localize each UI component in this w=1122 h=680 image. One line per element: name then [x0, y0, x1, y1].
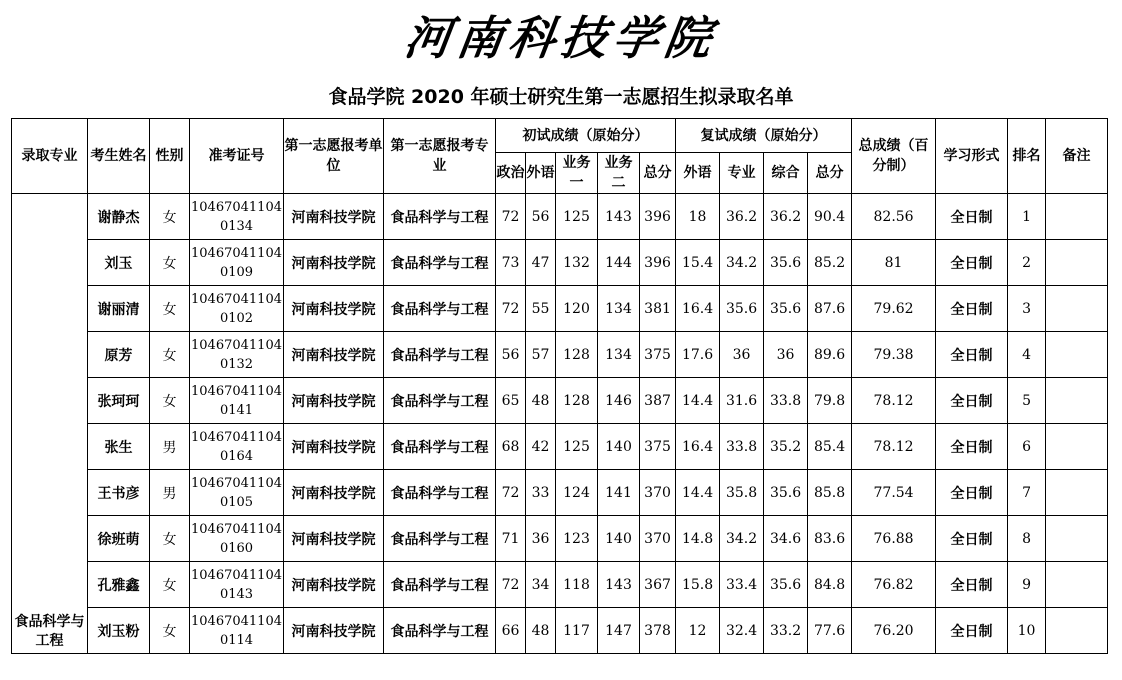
rank: 8	[1008, 516, 1046, 562]
student-name: 孔雅鑫	[88, 562, 150, 608]
prelim-total: 370	[640, 516, 676, 562]
study-mode: 全日制	[936, 240, 1008, 286]
business-1-score: 128	[556, 378, 598, 424]
prelim-foreign-score: 47	[526, 240, 556, 286]
study-mode: 全日制	[936, 562, 1008, 608]
header-prelim-foreign: 外语	[526, 153, 556, 194]
first-choice-unit: 河南科技学院	[284, 194, 384, 240]
remark	[1046, 286, 1108, 332]
overall-score: 76.82	[852, 562, 936, 608]
business-2-score: 146	[598, 378, 640, 424]
first-choice-major: 食品科学与工程	[384, 378, 496, 424]
header-business-2: 业务二	[598, 153, 640, 194]
exam-id: 10467041104 0134	[190, 194, 284, 240]
header-rank: 排名	[1008, 119, 1046, 194]
overall-score: 79.62	[852, 286, 936, 332]
retest-total: 85.8	[808, 470, 852, 516]
retest-foreign-score: 16.4	[676, 424, 720, 470]
business-2-score: 147	[598, 608, 640, 654]
rank: 3	[1008, 286, 1046, 332]
first-choice-unit: 河南科技学院	[284, 286, 384, 332]
politics-score: 72	[496, 286, 526, 332]
header-politics: 政治	[496, 153, 526, 194]
overall-score: 81	[852, 240, 936, 286]
business-1-score: 125	[556, 194, 598, 240]
gender: 女	[150, 194, 190, 240]
student-name: 谢丽清	[88, 286, 150, 332]
student-name: 谢静杰	[88, 194, 150, 240]
business-1-score: 125	[556, 424, 598, 470]
comprehensive-score: 36.2	[764, 194, 808, 240]
first-choice-unit: 河南科技学院	[284, 332, 384, 378]
business-2-score: 141	[598, 470, 640, 516]
profession-score: 35.6	[720, 286, 764, 332]
remark	[1046, 516, 1108, 562]
retest-total: 84.8	[808, 562, 852, 608]
profession-score: 36	[720, 332, 764, 378]
study-mode: 全日制	[936, 286, 1008, 332]
table-row	[12, 562, 1108, 608]
table-row	[12, 332, 1108, 378]
header-profession: 专业	[720, 153, 764, 194]
student-name: 原芳	[88, 332, 150, 378]
retest-total: 85.2	[808, 240, 852, 286]
remark	[1046, 470, 1108, 516]
remark	[1046, 194, 1108, 240]
retest-foreign-score: 14.8	[676, 516, 720, 562]
prelim-total: 378	[640, 608, 676, 654]
header-remark: 备注	[1046, 119, 1108, 194]
profession-score: 34.2	[720, 240, 764, 286]
comprehensive-score: 35.2	[764, 424, 808, 470]
header-admitted-major: 录取专业	[12, 119, 88, 194]
remark	[1046, 240, 1108, 286]
overall-score: 82.56	[852, 194, 936, 240]
header-retest-total: 总分	[808, 153, 852, 194]
table-row	[12, 516, 1108, 562]
business-1-score: 124	[556, 470, 598, 516]
profession-score: 33.8	[720, 424, 764, 470]
first-choice-major: 食品科学与工程	[384, 286, 496, 332]
study-mode: 全日制	[936, 424, 1008, 470]
header-exam-id: 准考证号	[190, 119, 284, 194]
gender: 女	[150, 286, 190, 332]
table-row	[12, 378, 1108, 424]
table-body	[12, 194, 1108, 654]
rank: 10	[1008, 608, 1046, 654]
profession-score: 35.8	[720, 470, 764, 516]
profession-score: 31.6	[720, 378, 764, 424]
rank: 2	[1008, 240, 1046, 286]
prelim-foreign-score: 55	[526, 286, 556, 332]
gender: 男	[150, 424, 190, 470]
business-2-score: 134	[598, 332, 640, 378]
gender: 女	[150, 562, 190, 608]
table-row	[12, 194, 1108, 240]
school-logo: 河南科技学院	[401, 11, 721, 65]
rank: 6	[1008, 424, 1046, 470]
remark	[1046, 378, 1108, 424]
first-choice-major: 食品科学与工程	[384, 240, 496, 286]
exam-id: 10467041104 0105	[190, 470, 284, 516]
table-row	[12, 424, 1108, 470]
prelim-total: 375	[640, 332, 676, 378]
comprehensive-score: 35.6	[764, 562, 808, 608]
politics-score: 66	[496, 608, 526, 654]
rank: 7	[1008, 470, 1046, 516]
overall-score: 77.54	[852, 470, 936, 516]
retest-total: 79.8	[808, 378, 852, 424]
business-1-score: 120	[556, 286, 598, 332]
prelim-total: 375	[640, 424, 676, 470]
retest-total: 85.4	[808, 424, 852, 470]
first-choice-major: 食品科学与工程	[384, 516, 496, 562]
first-choice-major: 食品科学与工程	[384, 332, 496, 378]
student-name: 徐班萌	[88, 516, 150, 562]
header-preliminary-scores: 初试成绩（原始分）	[496, 119, 676, 153]
business-2-score: 143	[598, 194, 640, 240]
gender: 女	[150, 240, 190, 286]
business-1-score: 132	[556, 240, 598, 286]
study-mode: 全日制	[936, 516, 1008, 562]
study-mode: 全日制	[936, 470, 1008, 516]
politics-score: 72	[496, 194, 526, 240]
first-choice-major: 食品科学与工程	[384, 424, 496, 470]
first-choice-major: 食品科学与工程	[384, 470, 496, 516]
overall-score: 76.20	[852, 608, 936, 654]
exam-id: 10467041104 0102	[190, 286, 284, 332]
prelim-total: 381	[640, 286, 676, 332]
exam-id: 10467041104 0109	[190, 240, 284, 286]
retest-foreign-score: 17.6	[676, 332, 720, 378]
overall-score: 78.12	[852, 378, 936, 424]
exam-id: 10467041104 0141	[190, 378, 284, 424]
header-retest-foreign: 外语	[676, 153, 720, 194]
comprehensive-score: 33.2	[764, 608, 808, 654]
profession-score: 36.2	[720, 194, 764, 240]
prelim-foreign-score: 48	[526, 608, 556, 654]
header-study-mode: 学习形式	[936, 119, 1008, 194]
prelim-total: 370	[640, 470, 676, 516]
retest-total: 83.6	[808, 516, 852, 562]
first-choice-unit: 河南科技学院	[284, 378, 384, 424]
profession-score: 34.2	[720, 516, 764, 562]
header-name: 考生姓名	[88, 119, 150, 194]
header-first-choice-unit: 第一志愿报考单位	[284, 119, 384, 194]
rank: 9	[1008, 562, 1046, 608]
gender: 女	[150, 332, 190, 378]
overall-score: 78.12	[852, 424, 936, 470]
politics-score: 73	[496, 240, 526, 286]
prelim-foreign-score: 33	[526, 470, 556, 516]
prelim-foreign-score: 36	[526, 516, 556, 562]
comprehensive-score: 33.8	[764, 378, 808, 424]
exam-id: 10467041104 0143	[190, 562, 284, 608]
prelim-foreign-score: 42	[526, 424, 556, 470]
gender: 女	[150, 516, 190, 562]
header-retest-scores: 复试成绩（原始分）	[676, 119, 852, 153]
retest-foreign-score: 12	[676, 608, 720, 654]
retest-total: 90.4	[808, 194, 852, 240]
rank: 4	[1008, 332, 1046, 378]
prelim-total: 396	[640, 240, 676, 286]
prelim-foreign-score: 56	[526, 194, 556, 240]
table-row	[12, 286, 1108, 332]
business-2-score: 144	[598, 240, 640, 286]
politics-score: 72	[496, 470, 526, 516]
table-row	[12, 470, 1108, 516]
profession-score: 33.4	[720, 562, 764, 608]
business-1-score: 123	[556, 516, 598, 562]
gender: 女	[150, 378, 190, 424]
first-choice-major: 食品科学与工程	[384, 608, 496, 654]
first-choice-unit: 河南科技学院	[284, 516, 384, 562]
first-choice-major: 食品科学与工程	[384, 194, 496, 240]
remark	[1046, 332, 1108, 378]
business-1-score: 117	[556, 608, 598, 654]
header-gender: 性别	[150, 119, 190, 194]
retest-foreign-score: 18	[676, 194, 720, 240]
student-name: 王书彦	[88, 470, 150, 516]
rank: 1	[1008, 194, 1046, 240]
profession-score: 32.4	[720, 608, 764, 654]
comprehensive-score: 36	[764, 332, 808, 378]
retest-foreign-score: 14.4	[676, 470, 720, 516]
student-name: 刘玉	[88, 240, 150, 286]
first-choice-major: 食品科学与工程	[384, 562, 496, 608]
business-2-score: 134	[598, 286, 640, 332]
header-overall-score: 总成绩（百分制）	[852, 119, 936, 194]
gender: 男	[150, 470, 190, 516]
header-comprehensive: 综合	[764, 153, 808, 194]
politics-score: 71	[496, 516, 526, 562]
exam-id: 10467041104 0114	[190, 608, 284, 654]
gender: 女	[150, 608, 190, 654]
rank: 5	[1008, 378, 1046, 424]
study-mode: 全日制	[936, 332, 1008, 378]
retest-total: 77.6	[808, 608, 852, 654]
business-1-score: 118	[556, 562, 598, 608]
remark	[1046, 562, 1108, 608]
prelim-foreign-score: 57	[526, 332, 556, 378]
exam-id: 10467041104 0164	[190, 424, 284, 470]
prelim-total: 367	[640, 562, 676, 608]
retest-foreign-score: 15.4	[676, 240, 720, 286]
first-choice-unit: 河南科技学院	[284, 562, 384, 608]
student-name: 张珂珂	[88, 378, 150, 424]
prelim-foreign-score: 34	[526, 562, 556, 608]
table-row	[12, 608, 1108, 654]
header-first-choice-major: 第一志愿报考专业	[384, 119, 496, 194]
first-choice-unit: 河南科技学院	[284, 424, 384, 470]
page-title: 食品学院 2020 年硕士研究生第一志愿招生拟录取名单	[328, 86, 794, 108]
overall-score: 76.88	[852, 516, 936, 562]
study-mode: 全日制	[936, 608, 1008, 654]
comprehensive-score: 34.6	[764, 516, 808, 562]
table-row	[12, 240, 1108, 286]
exam-id: 10467041104 0160	[190, 516, 284, 562]
business-2-score: 140	[598, 424, 640, 470]
first-choice-unit: 河南科技学院	[284, 608, 384, 654]
prelim-total: 396	[640, 194, 676, 240]
student-name: 张生	[88, 424, 150, 470]
admitted-major-cell: 食品科学与工程	[12, 194, 88, 654]
retest-foreign-score: 14.4	[676, 378, 720, 424]
overall-score: 79.38	[852, 332, 936, 378]
first-choice-unit: 河南科技学院	[284, 240, 384, 286]
header-business-1: 业务一	[556, 153, 598, 194]
prelim-total: 387	[640, 378, 676, 424]
first-choice-unit: 河南科技学院	[284, 470, 384, 516]
study-mode: 全日制	[936, 194, 1008, 240]
admission-table	[11, 118, 1108, 654]
politics-score: 68	[496, 424, 526, 470]
business-2-score: 140	[598, 516, 640, 562]
retest-total: 87.6	[808, 286, 852, 332]
comprehensive-score: 35.6	[764, 240, 808, 286]
student-name: 刘玉粉	[88, 608, 150, 654]
exam-id: 10467041104 0132	[190, 332, 284, 378]
retest-total: 89.6	[808, 332, 852, 378]
remark	[1046, 608, 1108, 654]
business-2-score: 143	[598, 562, 640, 608]
business-1-score: 128	[556, 332, 598, 378]
politics-score: 72	[496, 562, 526, 608]
comprehensive-score: 35.6	[764, 286, 808, 332]
retest-foreign-score: 15.8	[676, 562, 720, 608]
study-mode: 全日制	[936, 378, 1008, 424]
retest-foreign-score: 16.4	[676, 286, 720, 332]
politics-score: 65	[496, 378, 526, 424]
politics-score: 56	[496, 332, 526, 378]
prelim-foreign-score: 48	[526, 378, 556, 424]
comprehensive-score: 35.6	[764, 470, 808, 516]
header-prelim-total: 总分	[640, 153, 676, 194]
remark	[1046, 424, 1108, 470]
